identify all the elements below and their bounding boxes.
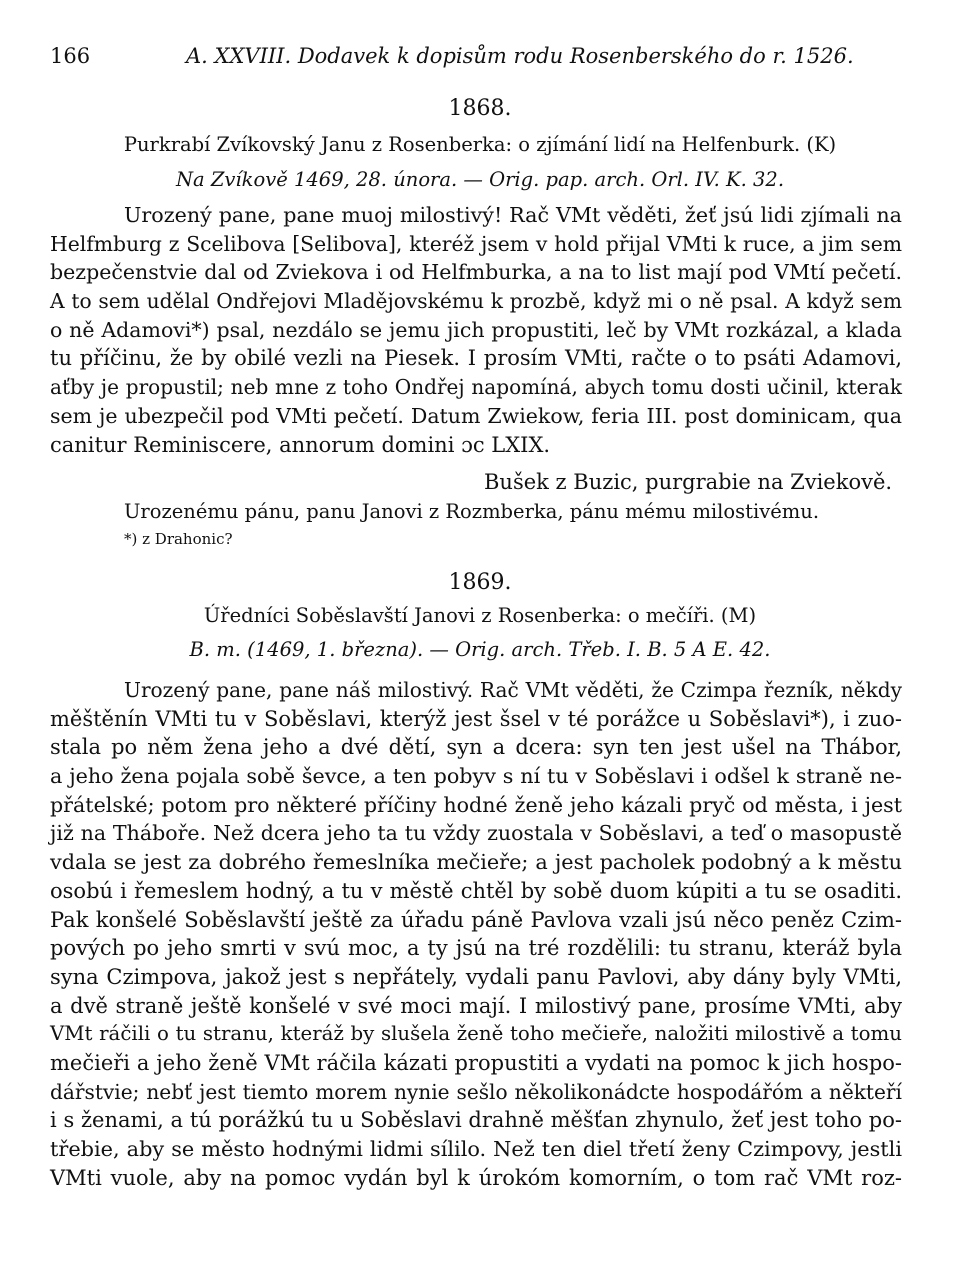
text-line: dářstvie; nebť jest tiemto morem nynie sešlo několikonádcte hospodářóm a někteří bbox=[50, 1079, 902, 1104]
text-line: již na Tháboře. Než dcera jeho ta tu vždy zuostala v Soběslavi, a teď o masopustě bbox=[50, 821, 902, 846]
text-line: a jeho žena pojala sobě ševce, a ten pobyv s ní tu v Soběslavi i odšel k straně ne- bbox=[50, 764, 902, 789]
text-line: A to sem udělal Ondřejovi Mladějovskému k prozbě, když mi o ně psal. A když sem bbox=[50, 289, 902, 314]
text-line: a dvě straně ještě konšelé v své moci mají. I milostivý pane, prosíme VMti, aby bbox=[50, 993, 902, 1018]
document-heading: Purkrabí Zvíkovský Janu z Rosenberka: o zjímání lidí na Helfenburk. (K) bbox=[123, 133, 837, 156]
document-source: B. m. (1469, 1. března). — Orig. arch. Třeb. I. B. 5 A E. 42. bbox=[189, 638, 771, 661]
text-line: Urozený pane, pane muoj milostivý! Rač VMt věděti, žeť jsú lidi zjímali na bbox=[124, 203, 902, 227]
signature: Bušek z Buzic, purgrabie na Zviekově. bbox=[484, 470, 893, 494]
text-line: syna Czimpova, jakož jest s nepřátely, vydali panu Pavlovi, aby dány byly VMti, bbox=[50, 964, 902, 989]
document-number: 1868. bbox=[448, 96, 512, 121]
document-source: Na Zvíkově 1469, 28. února. — Orig. pap. arch. Orl. IV. K. 32. bbox=[175, 168, 785, 191]
running-title: A. XXVIII. Dodavek k dopisům rodu Rosenberského do r. 1526. bbox=[186, 44, 854, 68]
text-line: stala po něm žena jeho a dvé dětí, syn a dcera: syn ten jest ušel na Thábor, bbox=[50, 735, 902, 760]
text-line: pových po jeho smrti v svú moc, a ty jsú na tré rozdělili: tu stranu, kteráž byla bbox=[50, 936, 902, 961]
text-line: Urozený pane, pane náš milostivý. Rač VMt věděti, že Czimpa řezník, někdy bbox=[124, 678, 902, 702]
page-number: 166 bbox=[50, 44, 91, 68]
text-line: sem je ubezpečil pod VMti pečetí. Datum Zwiekow, feria III. post dominicam, qua bbox=[50, 403, 902, 428]
text-line: přátelské; potom pro některé příčiny hodné ženě jeho kázali pryč od města, i jest bbox=[50, 792, 902, 817]
text-line: bezpečenstvie dal od Zviekova i od Helfmburka, a na to list mají pod VMtí pečetí. bbox=[50, 260, 902, 285]
text-line: měštěnín VMti tu v Soběslavi, kterýž jest šsel v té porážce u Soběslavi*), i zuo- bbox=[50, 706, 902, 731]
text-line: o ně Adamovi*) psal, nezdálo se jemu jich propustiti, leč by VMt rozkázal, a klada bbox=[50, 317, 902, 342]
text-line: vdala se jest za dobrého řemeslníka mečieře; a jest pacholek podobný a k městu bbox=[50, 850, 902, 875]
document-number: 1869. bbox=[448, 570, 512, 595]
text-line: mečieři a jeho ženě VMt ráčila kázati propustiti a vydati na pomoc k jich hospo- bbox=[50, 1050, 902, 1075]
text-line: osobú i řemeslem hodný, a tu v městě chtěl by sobě duom kúpiti a tu se osaditi. bbox=[50, 878, 902, 903]
document-heading: Úředníci Soběslavští Janovi z Rosenberka: o mečíři. (M) bbox=[203, 604, 757, 627]
footnote: *) z Drahonic? bbox=[124, 530, 233, 548]
text-line: i s ženami, a tú porážkú tu u Soběslavi drahně měšťan zhynulo, žeť jest toho po- bbox=[50, 1108, 902, 1133]
text-line: VMti vuole, aby na pomoc vydán byl k úrokóm komorním, o tom rač VMt roz- bbox=[50, 1165, 902, 1190]
text-line: VMt ráčili o tu stranu, kteráž by slušela ženě toho mečieře, naložiti milostivě a tomu bbox=[50, 1022, 902, 1046]
text-line: Pak konšelé Soběslavští ještě za úřadu páně Pavlova vzali jsú něco peněz Czim- bbox=[50, 907, 902, 932]
letter-text bbox=[50, 676, 902, 1192]
text-line: Helfmburg z Scelibova [Selibova], kteréž jsem v hold přijal VMti k ruce, a jim sem bbox=[50, 231, 902, 256]
text-line: tu příčinu, že by obilé vezli na Piesek. I prosím VMti, račte o to psáti Adamovi, bbox=[50, 346, 902, 371]
text-line: canitur Reminiscere, annorum domini ɔc LXIX. bbox=[50, 432, 551, 457]
text-line: třebie, aby se město hodnými lidmi sílilo. Než ten diel třetí ženy Czimpovy, jestli bbox=[50, 1137, 902, 1161]
address-line: Urozenému pánu, panu Janovi z Rozmberka, pánu mému milostivému. bbox=[124, 500, 820, 523]
text-line: aťby je propustil; neb mne z toho Ondřej napomíná, abych tomu dosti učinil, kterak bbox=[50, 375, 902, 400]
letter-text bbox=[50, 201, 902, 459]
